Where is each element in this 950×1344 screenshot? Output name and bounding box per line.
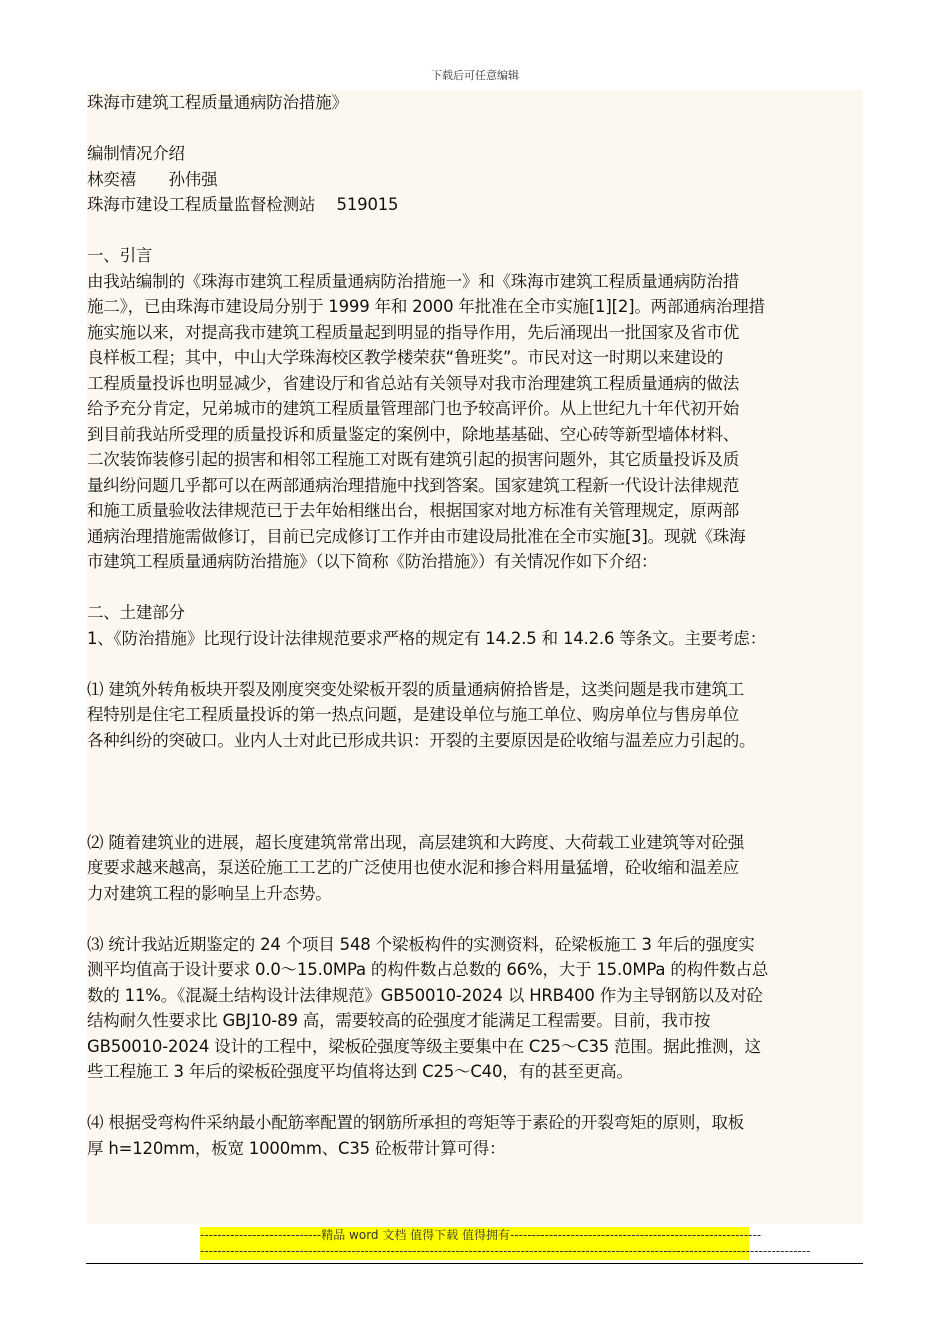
intro-heading: 编制情况介绍	[87, 144, 185, 163]
paragraph-line: ⑵ 随着建筑业的进展，超长度建筑常常出现，高层建筑和大跨度、大荷载工业建筑等对砼强	[87, 832, 745, 852]
paragraph-line: 些工程施工 3 年后的梁板砼强度平均值将达到 C25～C40，有的甚至更高。	[87, 1062, 633, 1081]
paragraph-line: 力对建筑工程的影响呈上升态势。	[87, 883, 332, 903]
paragraph-line: 通病治理措施需做修订，目前已完成修订工作并由市建设局批准在全市实施[3]。现就《珠海	[87, 526, 746, 546]
spacer	[87, 906, 863, 932]
paragraph-line: ⑷ 根据受弯构件采纳最小配筋率配置的钢筋所承担的弯矩等于素砼的开裂弯矩的原则，取板	[87, 1113, 745, 1132]
paragraph-line: GB50010-2024 设计的工程中，梁板砼强度等级主要集中在 C25～C35 范围。据此推测，这	[87, 1036, 761, 1056]
section2-heading: 二、土建部分	[87, 603, 185, 622]
spacer	[87, 218, 863, 244]
point-2	[87, 830, 863, 907]
paragraph-line: 施实施以来，对提高我市建筑工程质量起到明显的指导作用，先后涌现出一批国家及省市优	[87, 322, 740, 342]
paragraph-line: 各种纠纷的突破口。业内人士对此已形成共识：开裂的主要原因是砼收缩与温差应力引起的。	[87, 730, 756, 750]
spacer	[87, 753, 863, 804]
paragraph-line: ⑶ 统计我站近期鉴定的 24 个项目 548 个梁板构件的实测资料，砼梁板施工 3 年后的强度实	[87, 934, 755, 954]
paragraph-line: 市建筑工程质量通病防治措施》（以下简称《防治措施》）有关情况作如下介绍：	[87, 552, 658, 571]
spacer	[87, 651, 863, 677]
paragraph-line: 由我站编制的《珠海市建筑工程质量通病防治措施一》和《珠海市建筑工程质量通病防治措	[87, 271, 740, 291]
section1-heading: 一、引言	[87, 246, 153, 265]
spacer	[87, 804, 863, 830]
paragraph-line: 到目前我站所受理的质量投诉和质量鉴定的案例中，除地基基础、空心砖等新型墙体材料、	[87, 424, 740, 444]
paragraph-line: 施二》，已由珠海市建设局分别于 1999 年和 2000 年批准在全市实施[1][2]。两部通病治理措	[87, 297, 765, 316]
paragraph-line: 测平均值高于设计要求 0.0～15.0MPa 的构件数占总数的 66%，大于 15.0MPa 的构件数占总	[87, 960, 769, 979]
paragraph-line: 和施工质量验收法律规范已于去年始相继出台，根据国家对地方标准有关管理规定，原两部	[87, 501, 740, 520]
paragraph-line: 二次装饰装修引起的损害和相邻工程施工对既有建筑引起的损害问题外，其它质量投诉及质	[87, 450, 740, 469]
point-1	[87, 677, 863, 754]
spacer	[87, 1085, 863, 1111]
point-3	[87, 932, 863, 1085]
paragraph-line: 结构耐久性要求比 GBJ10-89 高，需要较高的砼强度才能满足工程需要。目前，我市按	[87, 1011, 711, 1030]
paragraph-line: ⑴ 建筑外转角板块开裂及刚度突变处梁板开裂的质量通病俯拾皆是，这类问题是我市建筑工	[87, 679, 745, 699]
header-note: 下载后可任意编辑	[431, 69, 519, 82]
organization: 珠海市建设工程质量监督检测站 519015	[87, 195, 399, 214]
paragraph-line: 量纠纷问题几乎都可以在两部通病治理措施中找到答案。国家建筑工程新一代设计法律规范	[87, 475, 740, 495]
authors: 林奕禧 孙伟强	[87, 169, 218, 189]
point-4	[87, 1110, 863, 1161]
paragraph-line: 给予充分肯定，兄弟城市的建筑工程质量管理部门也予较高评价。从上世纪九十年代初开始	[87, 399, 740, 418]
section2-item1: 1、《防治措施》比现行设计法律规范要求严格的规定有 14.2.5 和 14.2.6 等条文。主要考虑：	[87, 628, 766, 648]
section1-paragraph	[87, 269, 863, 575]
document-body	[87, 90, 863, 1224]
paragraph-line: 程特别是住宅工程质量投诉的第一热点问题，是建设单位与施工单位、购房单位与售房单位	[87, 705, 740, 724]
footer-banner-line: ----------------------------精品 word 文档 值得下载 值得拥有----------------------------------------------------------	[200, 1228, 762, 1242]
footer-banner-line: ---------------------------------------------------------------------------------------------------------------------------------------------	[200, 1244, 811, 1258]
footer-divider	[86, 1263, 863, 1264]
spacer	[87, 116, 863, 142]
paragraph-line: 度要求越来越高，泵送砼施工工艺的广泛使用也使水泥和掺合料用量猛增，砼收缩和温差应	[87, 858, 740, 877]
paragraph-line: 工程质量投诉也明显减少，省建设厅和省总站有关领导对我市治理建筑工程质量通病的做法	[87, 373, 740, 393]
spacer	[87, 575, 863, 601]
footer-banner	[200, 1227, 811, 1260]
paragraph-line: 数的 11%。《混凝土结构设计法律规范》GB50010-2024 以 HRB400 作为主导钢筋以及对砼	[87, 985, 763, 1005]
document-title: 珠海市建筑工程质量通病防治措施》	[87, 93, 348, 112]
paragraph-line: 良样板工程；其中，中山大学珠海校区教学楼荣获“鲁班奖”。市民对这一时期以来建设的	[87, 348, 724, 367]
paragraph-line: 厚 h=120mm，板宽 1000mm、C35 砼板带计算可得：	[87, 1138, 506, 1158]
